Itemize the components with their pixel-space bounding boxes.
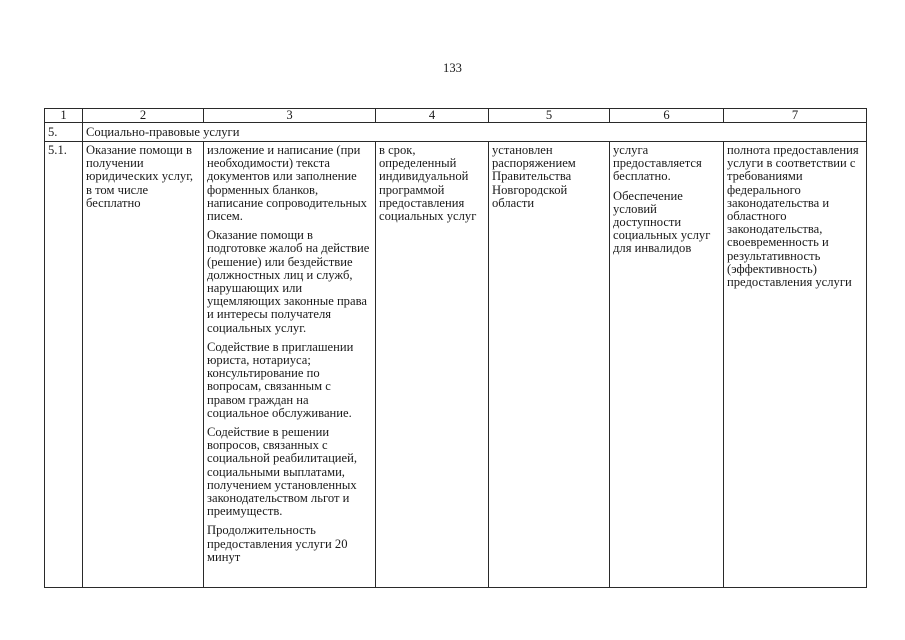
column-number-row bbox=[45, 109, 867, 123]
service-name-cell: Оказание помощи в получении юридических услуг, в том числе бесплатно bbox=[83, 142, 204, 588]
service-term-cell: в срок, определенный индивидуальной программой предоставления социальных услуг bbox=[376, 142, 489, 588]
section-row bbox=[45, 123, 867, 142]
conditions-paragraph: услуга предоставляется бесплатно. bbox=[613, 143, 702, 184]
column-header-1: 1 bbox=[45, 109, 83, 123]
content-paragraph: Содействие в приглашении юриста, нотариуса; консультирование по вопросам, связанным с правом граждан на социальное обслуживание. bbox=[207, 339, 354, 420]
conditions-cell bbox=[610, 142, 724, 588]
section-number: 5. bbox=[45, 123, 83, 142]
content-paragraph: Оказание помощи в подготовке жалоб на действие (решение) или бездействие должностных лиц и служб, нарушающих или ущемляющих законные права и интересы получателя социальных услуг. bbox=[207, 228, 370, 335]
services-table bbox=[44, 108, 867, 588]
service-content-cell bbox=[204, 142, 376, 588]
tariff-cell: установлен распоряжением Правительства Новгородской области bbox=[489, 142, 610, 588]
row-number: 5.1. bbox=[45, 142, 83, 588]
conditions-paragraph: Обеспечение условий доступности социальных услуг для инвалидов bbox=[613, 188, 711, 256]
column-header-6: 6 bbox=[610, 109, 724, 123]
column-header-3: 3 bbox=[204, 109, 376, 123]
column-header-5: 5 bbox=[489, 109, 610, 123]
content-paragraph: изложение и написание (при необходимости) текста документов или заполнение форменных бланков, написание сопроводительных писем. bbox=[207, 143, 367, 224]
content-paragraph: Продолжительность предоставления услуги 20 минут bbox=[207, 523, 348, 564]
page-number: 133 bbox=[443, 61, 462, 75]
quality-indicators-cell: полнота предоставления услуги в соответствии с требованиями федерального законодательства и областного законодательства, своевременность и результативность (эффективность) предоставления услуги bbox=[724, 142, 867, 588]
column-header-2: 2 bbox=[83, 109, 204, 123]
content-paragraph: Содействие в решении вопросов, связанных с социальной реабилитацией, социальными выплатами, получением установленных законодательством льгот и преимуществ. bbox=[207, 425, 358, 519]
column-header-4: 4 bbox=[376, 109, 489, 123]
table-row bbox=[45, 142, 867, 588]
section-title: Социально-правовые услуги bbox=[83, 123, 867, 142]
column-header-7: 7 bbox=[724, 109, 867, 123]
